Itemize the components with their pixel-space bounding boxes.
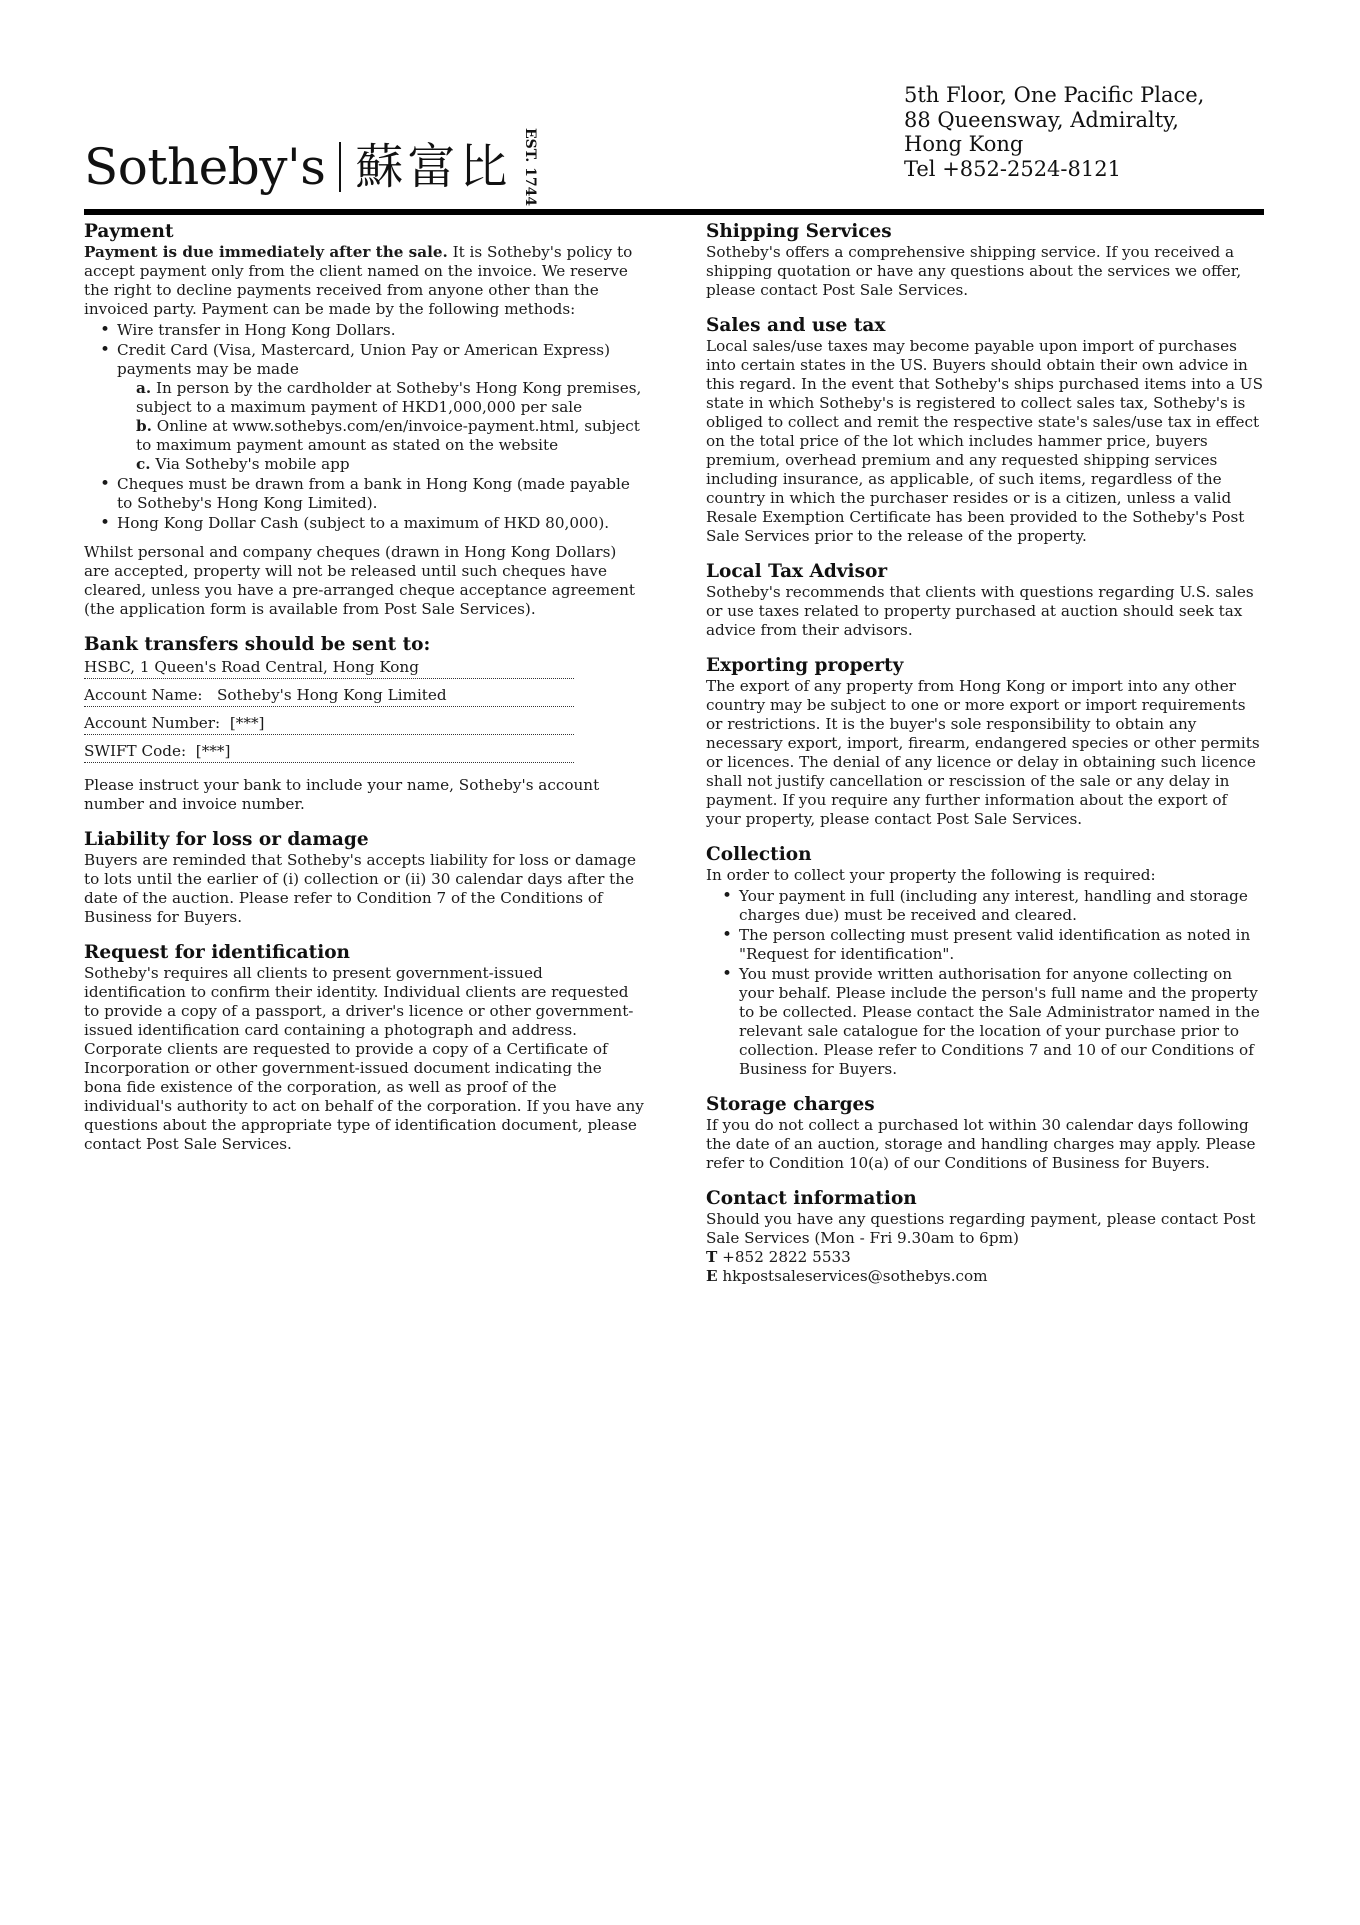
swift-code-value: [***] xyxy=(195,742,231,760)
card-option-c xyxy=(117,455,644,474)
payment-method-wire: • Wire transfer in Hong Kong Dollars. xyxy=(117,321,644,340)
collection-requirement-identification: • The person collecting must present valid identification as noted in "Request for identification". xyxy=(739,926,1266,964)
shipping-text: Sotheby's offers a comprehensive shipping service. If you received a shipping quotation or have any questions about the services we offer, please contact Post Sale Services. xyxy=(706,243,1242,299)
tax-advisor-text: Sotheby's recommends that clients with questions regarding U.S. sales or use taxes related to property purchased at auction should seek tax advice from their advisors. xyxy=(706,583,1254,639)
card-option-c-label: c. xyxy=(136,455,151,473)
email-address[interactable]: hkpostsaleservices@sothebys.com xyxy=(717,1267,988,1285)
tax-advisor-section xyxy=(706,560,1266,640)
contact-section xyxy=(706,1187,1266,1286)
card-option-a-label: a. xyxy=(136,379,152,397)
header-rule xyxy=(84,209,1264,215)
bank-transfer-section xyxy=(84,633,644,814)
storage-heading: Storage charges xyxy=(706,1094,875,1115)
exporting-text: The export of any property from Hong Kong or import into any other country may be subject to one or more export or import requirements or restrictions. It is the buyer's sole responsibility to obtain any necessary export, import, firearm, endangered species or other permits or licences. The denial of any licence or delay in obtaining such licence shall not justify cancellation or rescission of the sale or any delay in payment. If you require any further information about the export of your property, please contact Post Sale Services. xyxy=(706,677,1260,828)
collection-requirements-list xyxy=(706,887,1266,1079)
sothebys-logo xyxy=(84,128,537,206)
payment-method-card-text: Credit Card (Visa, Mastercard, Union Pay or American Express) payments may be made xyxy=(117,341,610,378)
payment-lead-rest: It is Sotheby's policy to accept payment only from the client named on the invoice. We reserve the right to decline payments received from anyone other than the invoiced party. Payment can be made by the following methods: xyxy=(84,243,633,318)
identification-heading: Request for identification xyxy=(84,942,351,963)
swift-code-label: SWIFT Code: xyxy=(84,742,187,760)
account-number-value: [***] xyxy=(229,714,265,732)
bank-address-line: HSBC, 1 Queen's Road Central, Hong Kong xyxy=(84,656,574,679)
sales-tax-section xyxy=(706,314,1266,546)
liability-heading: Liability for loss or damage xyxy=(84,829,369,850)
card-option-a-text: In person by the cardholder at Sotheby's Hong Kong premises, subject to a maximum payment of HKD1,000,000 per sale xyxy=(136,379,642,416)
card-option-a xyxy=(117,379,644,417)
bank-instruction: Please instruct your bank to include your name, Sotheby's account number and invoice number. xyxy=(84,776,600,813)
bank-transfer-heading: Bank transfers should be sent to: xyxy=(84,634,431,655)
card-option-c-text: Via Sotheby's mobile app xyxy=(150,455,350,473)
account-name-value: Sotheby's Hong Kong Limited xyxy=(216,686,447,704)
email-label: E xyxy=(706,1267,718,1285)
collection-section xyxy=(706,843,1266,1079)
logo-chinese-text: 蘇富比 xyxy=(355,139,512,196)
sales-tax-heading: Sales and use tax xyxy=(706,315,886,336)
logo-divider xyxy=(339,142,341,192)
card-option-b-text: Online at www.sothebys.com/en/invoice-payment.html, subject to maximum payment amount as stated on the website xyxy=(136,417,640,454)
telephone-number: +852 2822 5533 xyxy=(717,1248,851,1266)
card-option-b-label: b. xyxy=(136,417,152,435)
tax-advisor-heading: Local Tax Advisor xyxy=(706,561,888,582)
cheques-note: Whilst personal and company cheques (drawn in Hong Kong Dollars) are accepted, property will not be released until such cheques have cleared, unless you have a pre-arranged cheque acceptance agreement (the application form is available from Post Sale Services). xyxy=(84,543,635,618)
shipping-heading: Shipping Services xyxy=(706,221,892,242)
collection-requirement-payment: • Your payment in full (including any interest, handling and storage charges due) must be received and cleared. xyxy=(739,887,1266,925)
card-option-b xyxy=(117,417,644,455)
right-column xyxy=(706,220,1266,1300)
collection-heading: Collection xyxy=(706,844,812,865)
contact-telephone xyxy=(706,1248,1266,1267)
left-column xyxy=(84,220,644,1168)
liability-text: Buyers are reminded that Sotheby's accepts liability for loss or damage to lots until the earlier of (i) collection or (ii) 30 calendar days after the date of the auction. Please refer to Condition 7 of the Conditions of Business for Buyers. xyxy=(84,851,636,926)
spacer xyxy=(84,768,644,776)
payment-lead-bold: Payment is due immediately after the sale. xyxy=(84,243,448,261)
storage-section xyxy=(706,1093,1266,1173)
payment-methods-list xyxy=(84,321,644,533)
address-telephone: Tel +852-2524-8121 xyxy=(904,156,1121,181)
contact-email xyxy=(706,1267,1266,1286)
identification-text: Sotheby's requires all clients to present government-issued identification to confirm their identity. Individual clients are requested to provide a copy of a passport, a driver's licence or other government-issued identification card containing a photograph and address. Corporate clients are requested to provide a copy of a Certificate of Incorporation or other government-issued document indicating the bona fide existence of the corporation, as well as proof of the individual's authority to act on behalf of the corporation. If you have any questions about the appropriate type of identification document, please contact Post Sale Services. xyxy=(84,964,644,1153)
logo-established-year: EST. 1744 xyxy=(521,128,538,207)
contact-heading: Contact information xyxy=(706,1188,917,1209)
exporting-heading: Exporting property xyxy=(706,655,904,676)
address-line-2: 88 Queensway, Admiralty, xyxy=(904,107,1179,132)
shipping-section xyxy=(706,220,1266,300)
account-name-label: Account Name: xyxy=(84,686,203,704)
exporting-section xyxy=(706,654,1266,829)
payment-intro xyxy=(84,243,644,319)
liability-section xyxy=(84,828,644,927)
logo-latin-text: Sotheby's xyxy=(84,138,326,197)
sales-tax-text: Local sales/use taxes may become payable upon import of purchases into certain states in the US. Buyers should obtain their own advice in this regard. In the event that Sotheby's ships purchased items into a US state in which Sotheby's is registered to collect sales tax, Sotheby's is obliged to collect and remit the respective state's sales/use tax in effect on the total price of the lot which includes hammer price, buyers premium, overhead premium and any requested shipping services including insurance, as applicable, of such items, regardless of the country in which the purchaser resides or is a citizen, unless a valid Resale Exemption Certificate has been provided to the Sotheby's Post Sale Services prior to the release of the property. xyxy=(706,337,1263,545)
payment-heading: Payment xyxy=(84,221,174,242)
office-address xyxy=(904,83,1204,181)
payment-method-cash: • Hong Kong Dollar Cash (subject to a maximum of HKD 80,000). xyxy=(117,514,644,533)
account-name-line xyxy=(84,684,574,707)
payment-section xyxy=(84,220,644,619)
storage-text: If you do not collect a purchased lot within 30 calendar days following the date of an auction, storage and handling charges may apply. Please refer to Condition 10(a) of our Conditions of Business for Buyers. xyxy=(706,1116,1256,1172)
spacer xyxy=(84,535,644,543)
collection-requirement-authorisation: • You must provide written authorisation for anyone collecting on your behalf. Please include the person's full name and the property to be collected. Please contact the Sale Administrator named in the relevant sale catalogue for the location of your purchase prior to collection. Please refer to Conditions 7 and 10 of our Conditions of Business for Buyers. xyxy=(739,965,1266,1079)
identification-section xyxy=(84,941,644,1154)
account-number-label: Account Number: xyxy=(84,714,221,732)
telephone-label: T xyxy=(706,1248,718,1266)
swift-code-line xyxy=(84,740,574,763)
collection-intro: In order to collect your property the following is required: xyxy=(706,866,1156,884)
address-line-1: 5th Floor, One Pacific Place, xyxy=(904,83,1205,107)
payment-method-card xyxy=(117,341,644,474)
payment-method-cheque: • Cheques must be drawn from a bank in Hong Kong (made payable to Sotheby's Hong Kong Limited). xyxy=(117,475,644,513)
contact-text: Should you have any questions regarding payment, please contact Post Sale Services (Mon - Fri 9.30am to 6pm) xyxy=(706,1210,1256,1247)
address-line-3: Hong Kong xyxy=(904,132,1024,156)
account-number-line xyxy=(84,712,574,735)
